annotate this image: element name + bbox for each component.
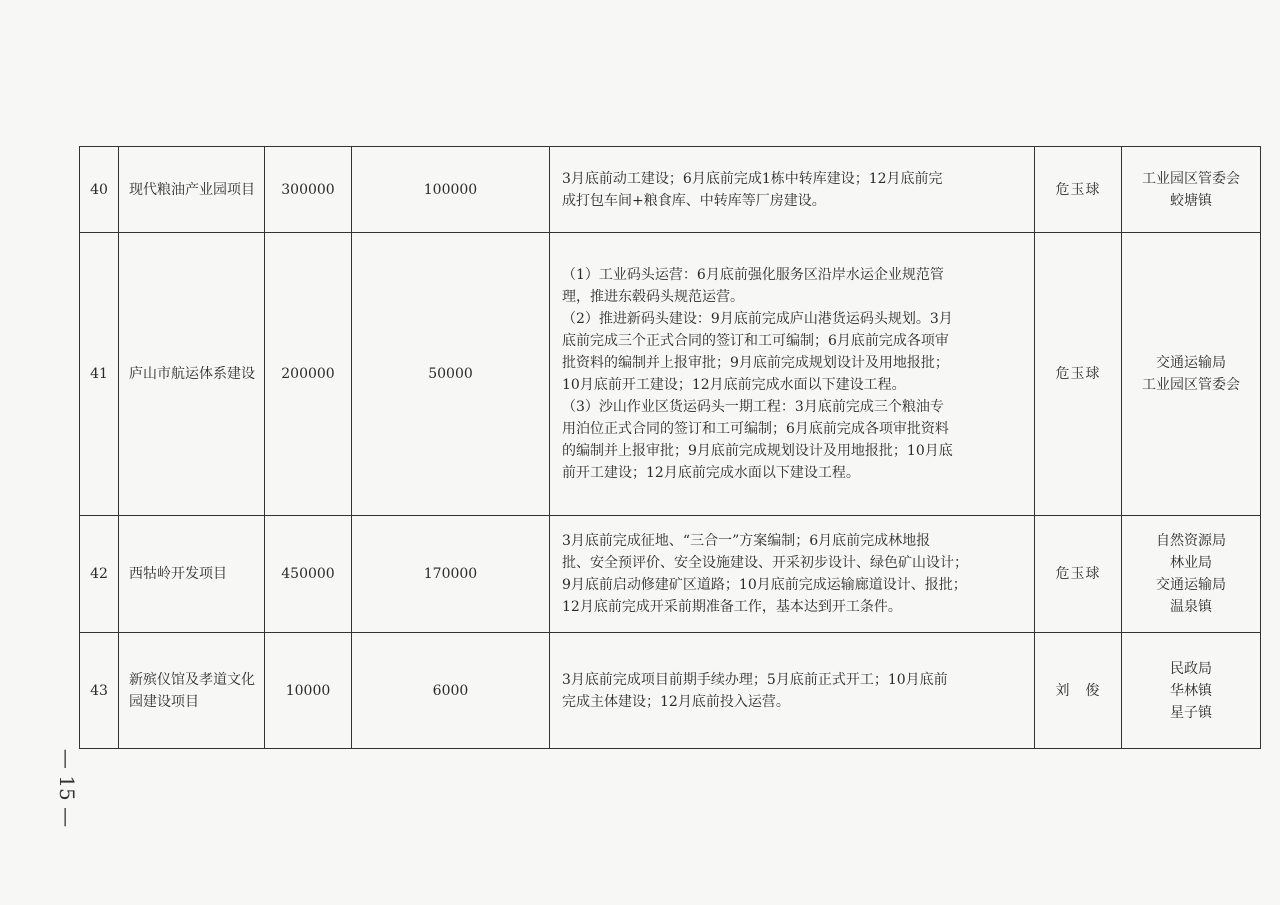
unit-line: 星子镇	[1170, 704, 1212, 721]
unit-line: 自然资源局	[1156, 533, 1226, 549]
plan-line: 3月底前完成项目前期手续办理；5月底前正式开工；10月底前	[562, 671, 948, 688]
plan-line: 用泊位正式合同的签订和工可编制；6月底前完成各项审批资料	[562, 421, 949, 437]
plan-line: （1）工业码头运营：6月底前强化服务区沿岸水运企业规范管	[562, 267, 944, 283]
responsible-units	[1122, 516, 1261, 633]
plan-line: 批资料的编制并上报审批；9月底前完成规划设计及用地报批；	[562, 355, 949, 371]
plan-line: 成打包车间+粮食库、中转库等厂房建设。	[562, 192, 826, 209]
unit-line: 交通运输局	[1156, 577, 1226, 593]
total-investment: 10000	[265, 633, 352, 749]
plan-line: 批、安全预评价、安全设施建设、开采初步设计、绿色矿山设计；	[562, 555, 968, 571]
plan-line: （2）推进新码头建设：9月底前完成庐山港货运码头规划。3月	[562, 311, 953, 327]
unit-line: 温泉镇	[1170, 599, 1212, 615]
responsible-leader: 危玉球	[1035, 147, 1122, 233]
progress-plan	[550, 233, 1035, 516]
progress-plan	[550, 633, 1035, 749]
unit-line: 民政局	[1170, 660, 1212, 677]
plan-line: 3月底前完成征地、“三合一”方案编制；6月底前完成林地报	[562, 533, 931, 549]
row-number: 43	[80, 633, 119, 749]
plan-line: 10月底前开工建设；12月底前完成水面以下建设工程。	[562, 377, 906, 393]
total-investment: 200000	[265, 233, 352, 516]
plan-line: 12月底前完成开采前期准备工作，基本达到开工条件。	[562, 599, 902, 615]
row-number: 40	[80, 147, 119, 233]
progress-plan	[550, 147, 1035, 233]
plan-line: 9月底前启动修建矿区道路；10月底前完成运输廊道设计、报批；	[562, 577, 967, 593]
responsible-leader: 危玉球	[1035, 233, 1122, 516]
progress-plan	[550, 516, 1035, 633]
unit-line: 工业园区管委会	[1142, 170, 1240, 187]
annual-investment: 100000	[352, 147, 550, 233]
responsible-leader: 刘 俊	[1035, 633, 1122, 749]
table-row	[80, 147, 1261, 233]
unit-line: 蛟塘镇	[1170, 192, 1212, 209]
responsible-units	[1122, 147, 1261, 233]
responsible-leader: 危玉球	[1035, 516, 1122, 633]
plan-line: 前开工建设；12月底前完成水面以下建设工程。	[562, 465, 860, 481]
total-investment: 450000	[265, 516, 352, 633]
project-name: 现代粮油产业园项目	[119, 147, 265, 233]
table-row	[80, 516, 1261, 633]
project-table	[79, 146, 1261, 749]
unit-line: 林业局	[1170, 555, 1212, 571]
page-number	[55, 748, 79, 828]
plan-line: 理，推进东毂码头规范运营。	[562, 289, 744, 305]
plan-line: 底前完成三个正式合同的签订和工可编制；6月底前完成各项审	[562, 333, 949, 349]
plan-line: 的编制并上报审批；9月底前完成规划设计及用地报批；10月底	[562, 443, 953, 459]
unit-line: 工业园区管委会	[1142, 377, 1240, 393]
plan-line: （3）沙山作业区货运码头一期工程：3月底前完成三个粮油专	[562, 399, 944, 415]
annual-investment: 170000	[352, 516, 550, 633]
project-name: 庐山市航运体系建设	[119, 233, 265, 516]
project-name: 西牯岭开发项目	[119, 516, 265, 633]
page-number-text: — 15 —	[55, 748, 80, 828]
annual-investment: 50000	[352, 233, 550, 516]
project-name: 新殡仪馆及孝道文化园建设项目	[119, 633, 265, 749]
plan-line: 完成主体建设；12月底前投入运营。	[562, 693, 790, 710]
unit-line: 交通运输局	[1156, 355, 1226, 371]
total-investment: 300000	[265, 147, 352, 233]
unit-line: 华林镇	[1170, 682, 1212, 699]
plan-line: 3月底前动工建设；6月底前完成1栋中转库建设；12月底前完	[562, 170, 943, 187]
responsible-units	[1122, 633, 1261, 749]
annual-investment: 6000	[352, 633, 550, 749]
responsible-units	[1122, 233, 1261, 516]
row-number: 42	[80, 516, 119, 633]
table-row	[80, 233, 1261, 516]
row-number: 41	[80, 233, 119, 516]
table-row	[80, 633, 1261, 749]
